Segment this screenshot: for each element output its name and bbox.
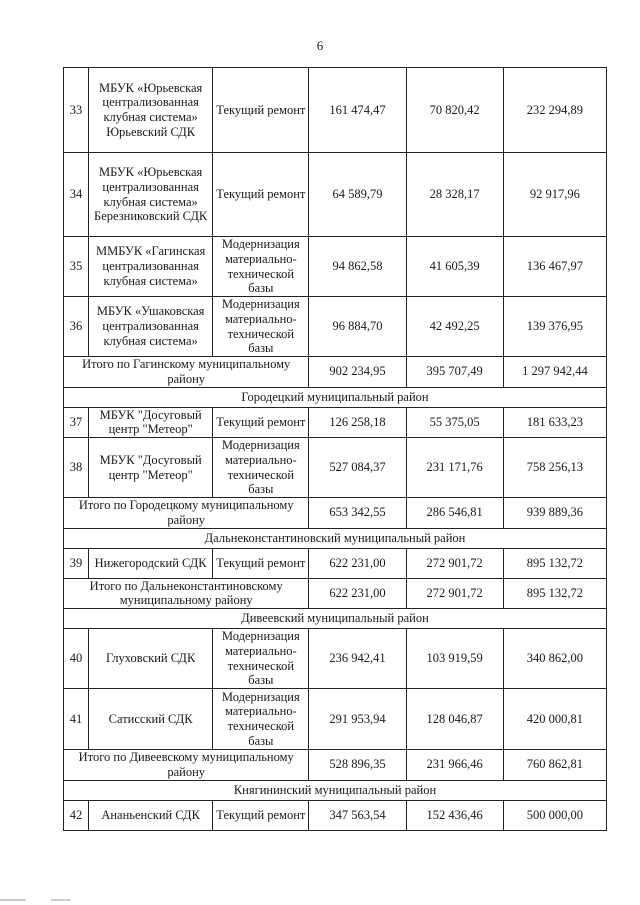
table-row (64, 689, 607, 750)
institution-name: Сатисский СДК (89, 689, 213, 750)
district-name: Дивеевский муниципальный район (64, 609, 607, 629)
institution-name: МБУК «Ушаковская централизованная клубная система» (89, 297, 213, 357)
work-type: Модернизация материально-технической базы (213, 629, 309, 689)
total-amount-total: 760 862,81 (503, 750, 606, 781)
district-name: Дальнеконстантиновский муниципальный район (64, 528, 607, 548)
funding-table (63, 67, 607, 831)
institution-name: МБУК "Досуговый центр "Метеор" (89, 407, 213, 438)
row-number: 35 (64, 237, 89, 297)
table-row (64, 297, 607, 357)
amount-total: 136 467,97 (503, 237, 606, 297)
amount-2: 152 436,46 (406, 800, 503, 830)
institution-name: МБУК «Юрьевская централизованная клубная система» Березниковский СДК (89, 153, 213, 237)
amount-2: 231 171,76 (406, 438, 503, 498)
total-amount-2: 231 966,46 (406, 750, 503, 781)
section-header-row (64, 609, 607, 629)
amount-1: 64 589,79 (309, 153, 406, 237)
work-type: Текущий ремонт (213, 548, 309, 578)
total-label: Итого по Гагинскому муниципальному району (64, 357, 309, 388)
row-number: 34 (64, 153, 89, 237)
work-type: Текущий ремонт (213, 407, 309, 438)
row-number: 39 (64, 548, 89, 578)
page-number: 6 (316, 38, 324, 53)
work-type: Модернизация материально-технической базы (213, 297, 309, 357)
row-number: 37 (64, 407, 89, 438)
amount-1: 94 862,58 (309, 237, 406, 297)
section-header-row (64, 528, 607, 548)
amount-total: 340 862,00 (503, 629, 606, 689)
institution-name: Ананьенский СДК (89, 800, 213, 830)
amount-2: 103 919,59 (406, 629, 503, 689)
amount-1: 291 953,94 (309, 689, 406, 750)
table-row (64, 629, 607, 689)
total-amount-total: 895 132,72 (503, 578, 606, 609)
work-type: Модернизация материально-технической базы (213, 438, 309, 498)
section-header-row (64, 780, 607, 800)
total-amount-1: 528 896,35 (309, 750, 406, 781)
amount-2: 41 605,39 (406, 237, 503, 297)
institution-name: Глуховский СДК (89, 629, 213, 689)
amount-1: 527 084,37 (309, 438, 406, 498)
institution-name: МБУК "Досуговый центр "Метеор" (89, 438, 213, 498)
amount-total: 92 917,96 (503, 153, 606, 237)
work-type: Текущий ремонт (213, 800, 309, 830)
table-row (64, 548, 607, 578)
total-amount-2: 395 707,49 (406, 357, 503, 388)
amount-total: 181 633,23 (503, 407, 606, 438)
amount-1: 161 474,47 (309, 68, 406, 153)
table-row (64, 68, 607, 153)
row-number: 36 (64, 297, 89, 357)
amount-1: 347 563,54 (309, 800, 406, 830)
amount-1: 236 942,41 (309, 629, 406, 689)
total-amount-1: 653 342,55 (309, 498, 406, 529)
total-row (64, 578, 607, 609)
amount-2: 28 328,17 (406, 153, 503, 237)
amount-2: 55 375,05 (406, 407, 503, 438)
amount-total: 500 000,00 (503, 800, 606, 830)
institution-name: ММБУК «Гагинская централизованная клубная система» (89, 237, 213, 297)
row-number: 38 (64, 438, 89, 498)
section-header-row (64, 387, 607, 407)
institution-name: МБУК «Юрьевская централизованная клубная система» Юрьевский СДК (89, 68, 213, 153)
work-type: Модернизация материально-технической базы (213, 237, 309, 297)
table-row (64, 407, 607, 438)
table-row (64, 153, 607, 237)
total-amount-1: 902 234,95 (309, 357, 406, 388)
total-amount-2: 286 546,81 (406, 498, 503, 529)
amount-total: 758 256,13 (503, 438, 606, 498)
total-label: Итого по Дальнеконстантиновскому муниципальному району (64, 578, 309, 609)
work-type: Текущий ремонт (213, 153, 309, 237)
table-body (64, 68, 607, 831)
amount-1: 96 884,70 (309, 297, 406, 357)
total-amount-2: 272 901,72 (406, 578, 503, 609)
total-amount-total: 1 297 942,44 (503, 357, 606, 388)
total-amount-1: 622 231,00 (309, 578, 406, 609)
total-row (64, 357, 607, 388)
table-row (64, 438, 607, 498)
amount-total: 232 294,89 (503, 68, 606, 153)
row-number: 33 (64, 68, 89, 153)
total-amount-total: 939 889,36 (503, 498, 606, 529)
total-row (64, 498, 607, 529)
work-type: Текущий ремонт (213, 68, 309, 153)
amount-total: 420 000,81 (503, 689, 606, 750)
amount-2: 272 901,72 (406, 548, 503, 578)
district-name: Городецкий муниципальный район (64, 387, 607, 407)
institution-name: Нижегородский СДК (89, 548, 213, 578)
total-label: Итого по Городецкому муниципальному району (64, 498, 309, 529)
amount-2: 128 046,87 (406, 689, 503, 750)
row-number: 42 (64, 800, 89, 830)
total-label: Итого по Дивеевскому муниципальному району (64, 750, 309, 781)
row-number: 40 (64, 629, 89, 689)
amount-total: 895 132,72 (503, 548, 606, 578)
table-row (64, 237, 607, 297)
district-name: Княгининский муниципальный район (64, 780, 607, 800)
amount-1: 126 258,18 (309, 407, 406, 438)
amount-2: 42 492,25 (406, 297, 503, 357)
amount-1: 622 231,00 (309, 548, 406, 578)
table-row (64, 800, 607, 830)
scan-artifact (0, 899, 640, 901)
row-number: 41 (64, 689, 89, 750)
total-row (64, 750, 607, 781)
amount-2: 70 820,42 (406, 68, 503, 153)
amount-total: 139 376,95 (503, 297, 606, 357)
work-type: Модернизация материально-технической базы (213, 689, 309, 750)
